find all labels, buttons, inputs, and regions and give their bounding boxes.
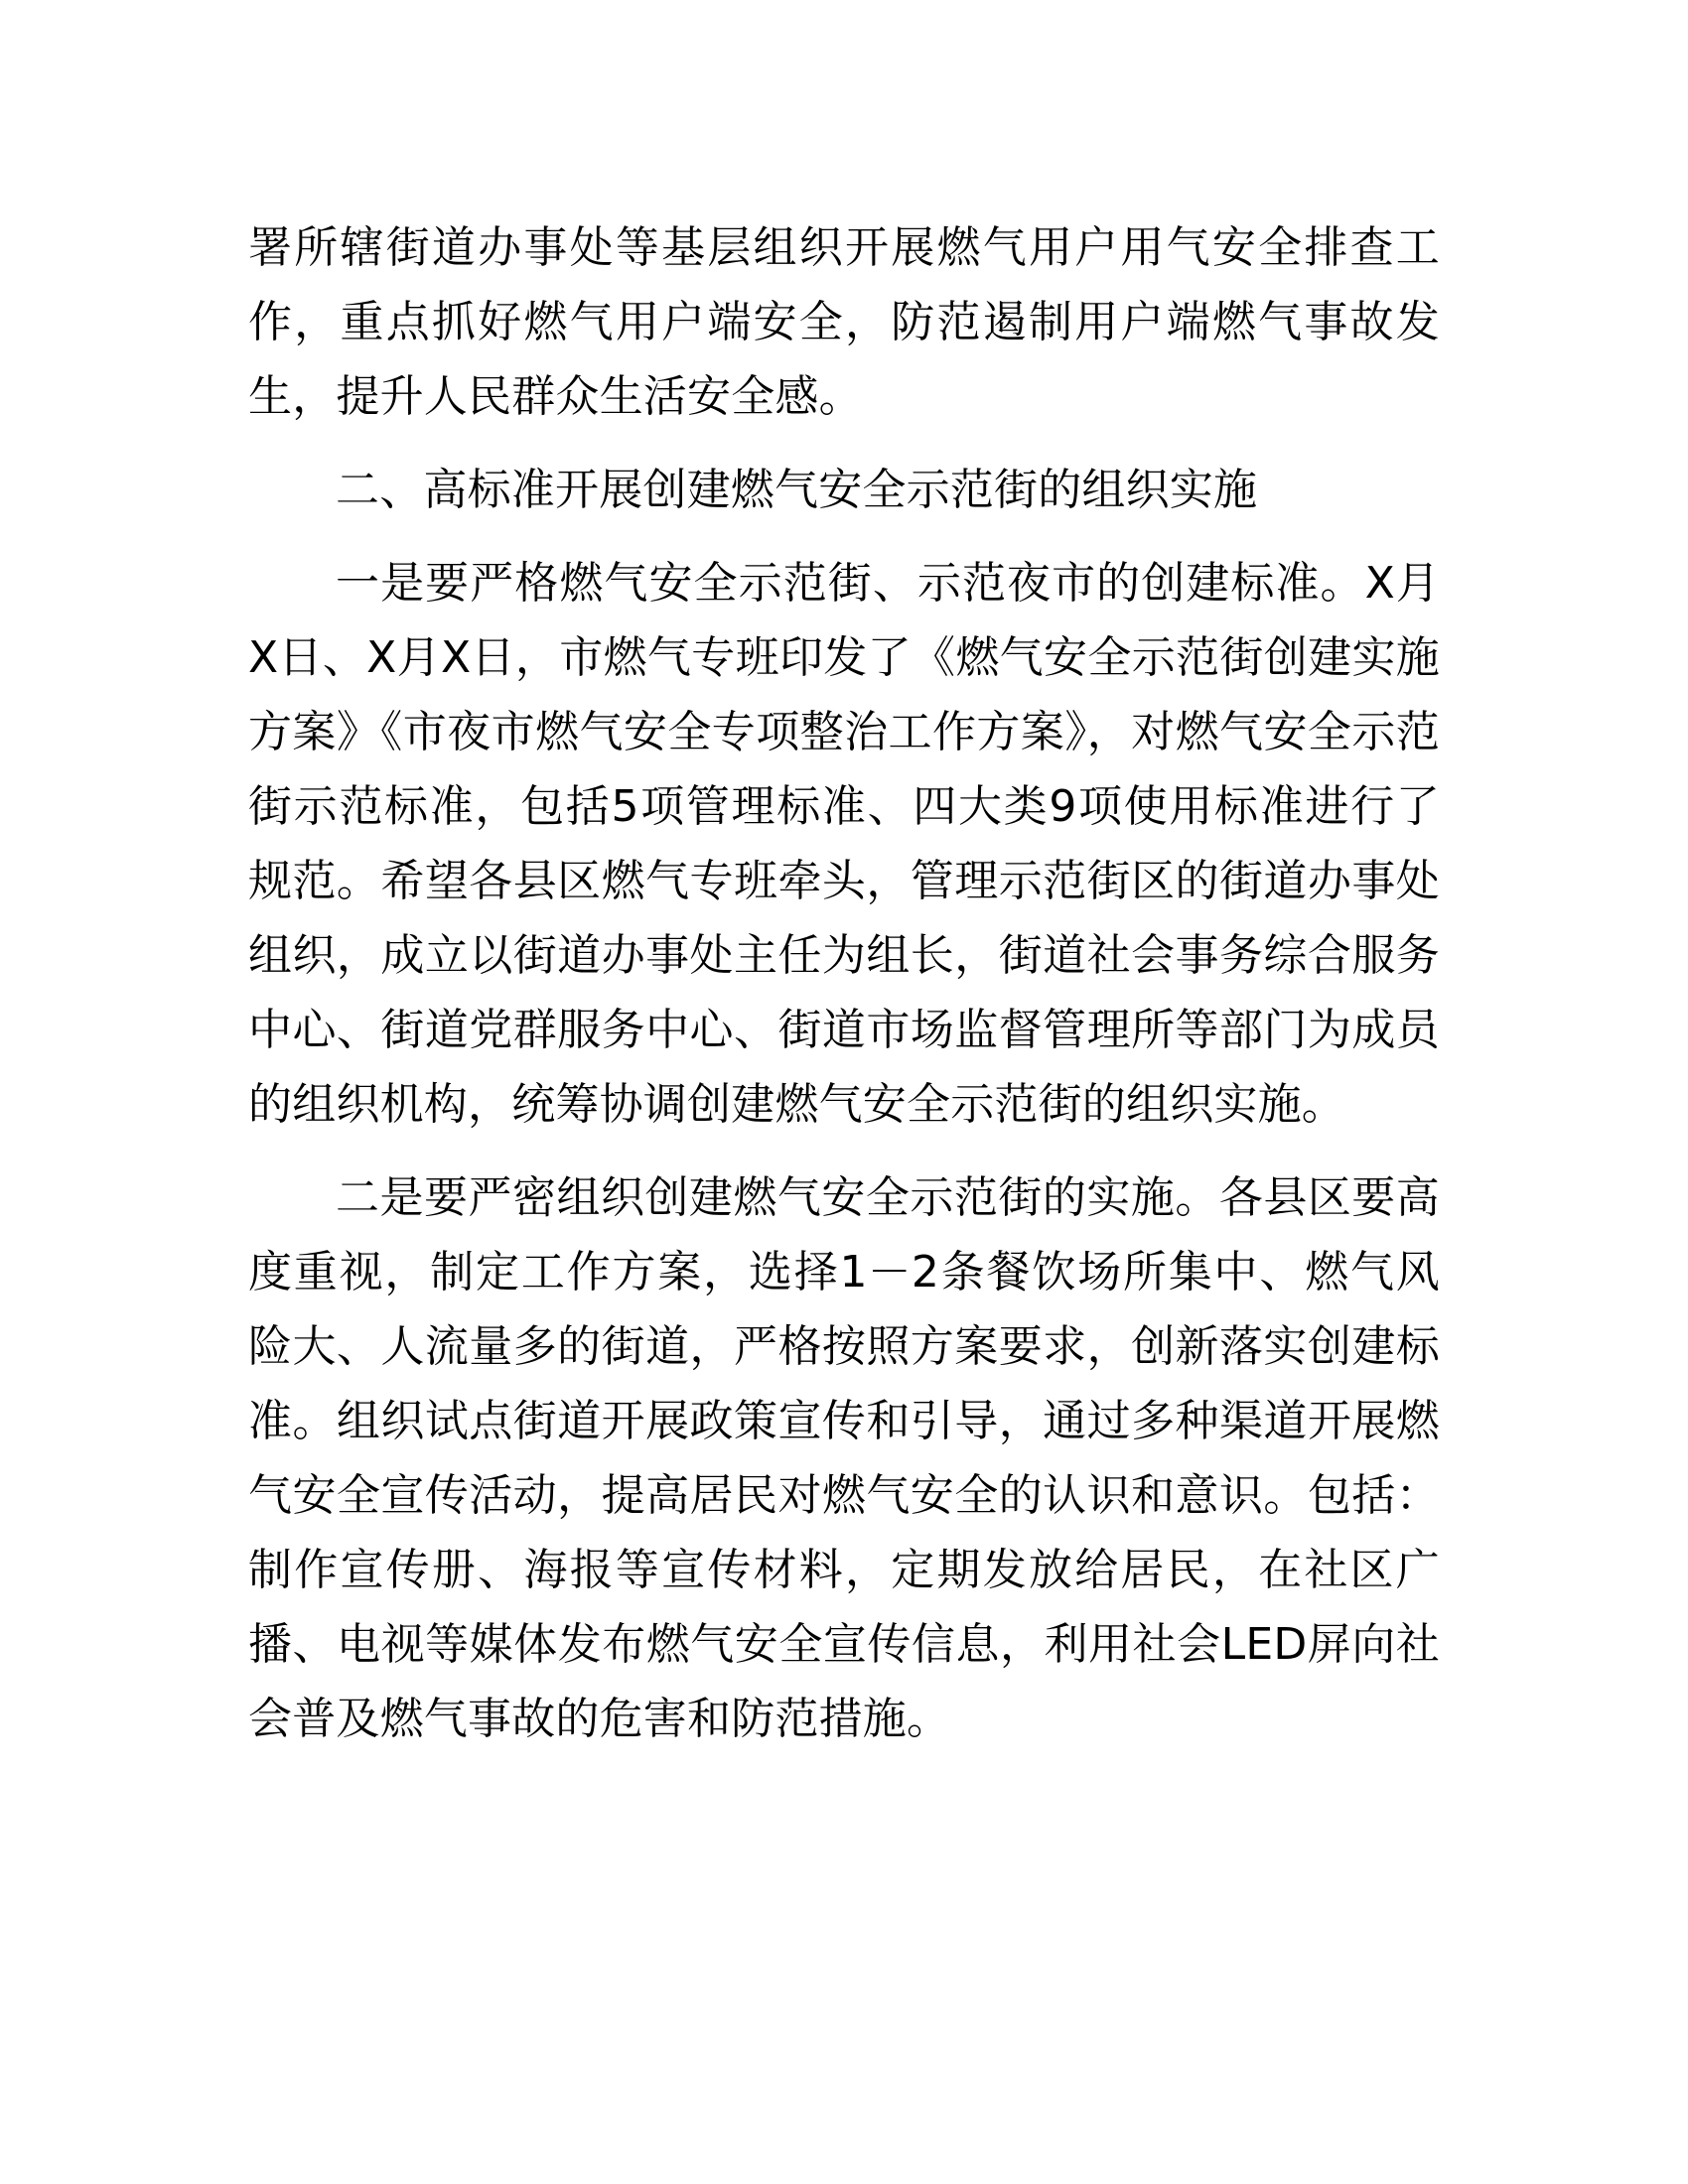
paragraph-continuation: 署所辖街道办事处等基层组织开展燃气用户用气安全排查工作，重点抓好燃气用户端安全，防范遏制用户端燃气事故发生，提升人民群众生活安全感。: [248, 222, 1440, 422]
paragraph-point-2: 二是要严密组织创建燃气安全示范街的实施。各县区要高度重视，制定工作方案，选择1－2条餐饮场所集中、燃气风险大、人流量多的街道，严格按照方案要求，创新落实创建标准。组织试点街道开展政策宣传和引导，通过多种渠道开展燃气安全宣传活动，提高居民对燃气安全的认识和意识。包括：制作宣传册、海报等宣传材料，定期发放给居民，在社区广播、电视等媒体发布燃气安全宣传信息，利用社会LED屏向社会普及燃气事故的危害和防范措施。: [248, 1172, 1440, 1744]
document-page: [248, 210, 1440, 1775]
section-heading: 二、高标准开展创建燃气安全示范街的组织实施: [336, 465, 1258, 515]
paragraph-point-1: 一是要严格燃气安全示范街、示范夜市的创建标准。X月X日、X月X日，市燃气专班印发了《燃气安全示范街创建实施方案》《市夜市燃气安全专项整治工作方案》，对燃气安全示范街示范标准，包括5项管理标准、四大类9项使用标准进行了规范。希望各县区燃气专班牵头，管理示范街区的街道办事处组织，成立以街道办事处主任为组长，街道社会事务综合服务中心、街道党群服务中心、街道市场监督管理所等部门为成员的组织机构，统筹协调创建燃气安全示范街的组织实施。: [248, 558, 1440, 1130]
